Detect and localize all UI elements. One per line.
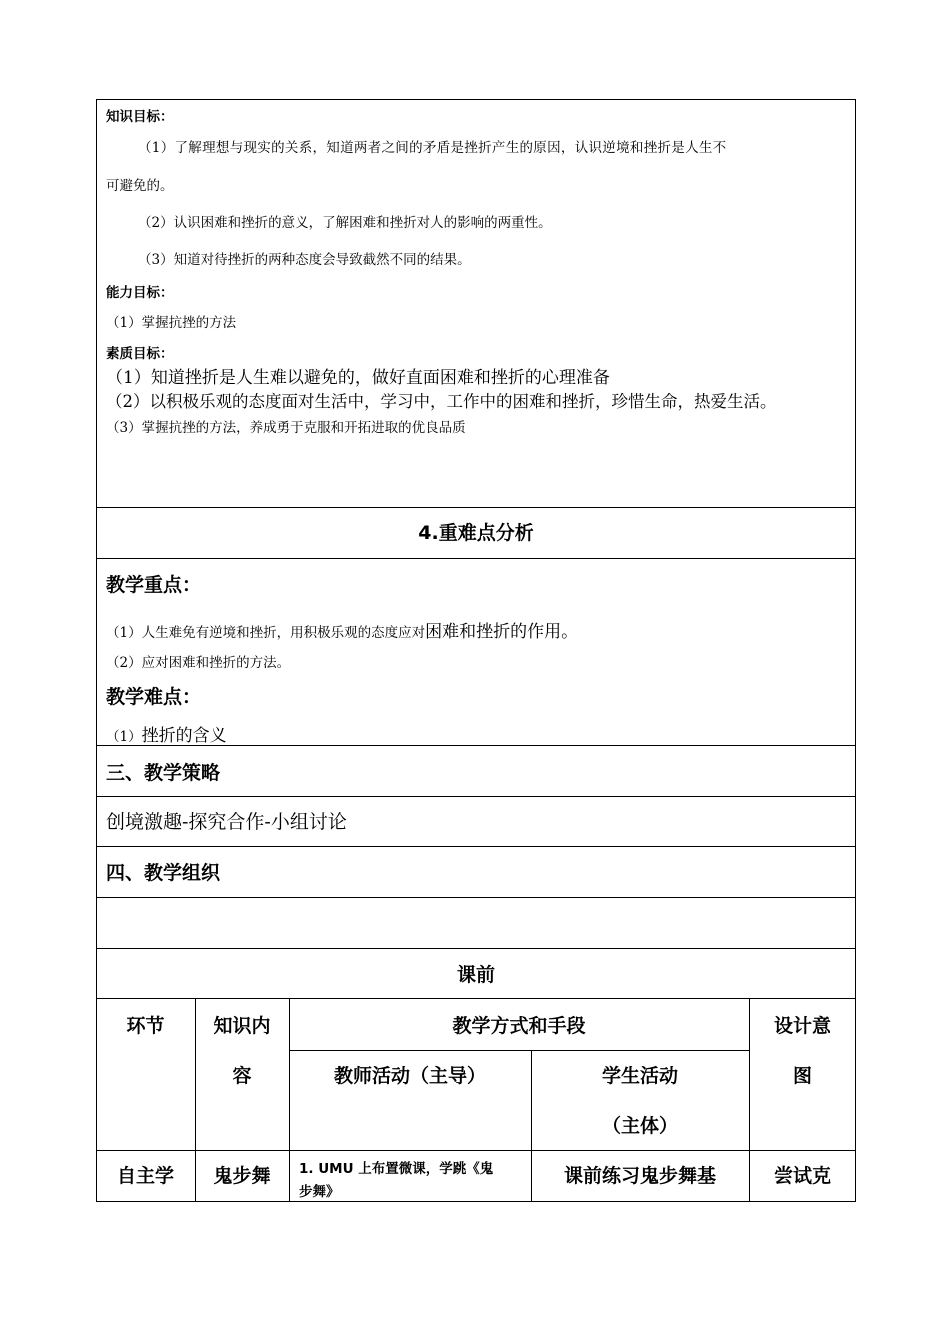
teaching-difficulty-heading: 教学难点：	[106, 686, 202, 708]
row-divider	[96, 846, 856, 847]
organization-heading: 四、教学组织	[106, 862, 221, 884]
col-header-student-line2: （主体）	[601, 1115, 678, 1137]
teaching-focus-heading: 教学重点：	[106, 574, 202, 596]
table-row-knowledge: 鬼步舞	[213, 1165, 271, 1187]
row-divider	[96, 558, 856, 559]
table-row-teacher-line1: 1. UMU 上布置微课，学跳《鬼	[299, 1161, 494, 1177]
col-header-design-line1: 设计意	[773, 1015, 831, 1037]
knowledge-objective-2: （2）认识困难和挫折的意义，了解困难和挫折对人的影响的两重性。	[138, 215, 552, 231]
table-row-teacher-line2: 步舞》	[299, 1184, 340, 1200]
teaching-difficulty-1-text: 挫折的含义	[141, 726, 227, 746]
col-header-design-line2: 图	[792, 1065, 812, 1087]
col-header-teacher: 教师活动（主导）	[333, 1065, 486, 1087]
col-header-student-line1: 学生活动	[601, 1065, 678, 1087]
ability-objective-heading: 能力目标：	[106, 285, 174, 301]
quality-objective-2: （2）以积极乐观的态度面对生活中，学习中，工作中的困难和挫折，珍惜生命，热爱生活。	[106, 392, 777, 411]
quality-objective-1: （1）知道挫折是人生难以避免的，做好直面困难和挫折的心理准备	[106, 368, 610, 388]
col-header-stage: 环节	[126, 1015, 165, 1037]
ability-objective-1: （1）掌握抗挫的方法	[106, 315, 237, 331]
stage-title: 课前	[456, 964, 495, 986]
row-divider	[96, 998, 856, 999]
row-divider	[96, 1150, 856, 1151]
table-row-design: 尝试克	[773, 1165, 831, 1187]
col-header-method: 教学方式和手段	[452, 1015, 586, 1037]
col-header-knowledge-line1: 知识内	[213, 1015, 271, 1037]
col-header-knowledge-line2: 容	[232, 1065, 252, 1087]
row-divider	[96, 948, 856, 949]
teaching-focus-1	[106, 617, 578, 642]
teaching-focus-1-part-b: 困难和挫折的作用。	[425, 622, 579, 642]
row-divider	[96, 796, 856, 797]
row-divider	[96, 507, 856, 508]
knowledge-objective-1-line1: （1）了解理想与现实的关系，知道两者之间的矛盾是挫折产生的原因，认识逆境和挫折是人生不	[138, 140, 727, 156]
knowledge-objective-1-line2: 可避免的。	[106, 178, 174, 194]
analysis-title: 4.重难点分析	[418, 522, 534, 544]
row-divider	[96, 897, 856, 898]
quality-objective-heading: 素质目标：	[106, 346, 174, 362]
teaching-focus-1-part-a: （1）人生难免有逆境和挫折，用积极乐观的态度应对	[106, 625, 426, 641]
table-row-stage: 自主学	[116, 1165, 174, 1187]
teaching-difficulty-1	[106, 721, 227, 746]
strategy-heading: 三、教学策略	[106, 762, 221, 784]
table-row-student: 课前练习鬼步舞基	[563, 1165, 716, 1187]
quality-objective-3: （3）掌握抗挫的方法，养成勇于克服和开拓进取的优良品质	[106, 420, 466, 436]
teaching-difficulty-1-number: （1）	[106, 729, 142, 745]
row-divider	[289, 1050, 749, 1051]
knowledge-objective-heading: 知识目标：	[106, 109, 174, 125]
teaching-focus-2: （2）应对困难和挫折的方法。	[106, 655, 291, 671]
knowledge-objective-3: （3）知道对待挫折的两种态度会导致截然不同的结果。	[138, 252, 471, 268]
strategy-content: 创境激趣-探究合作-小组讨论	[106, 811, 347, 833]
